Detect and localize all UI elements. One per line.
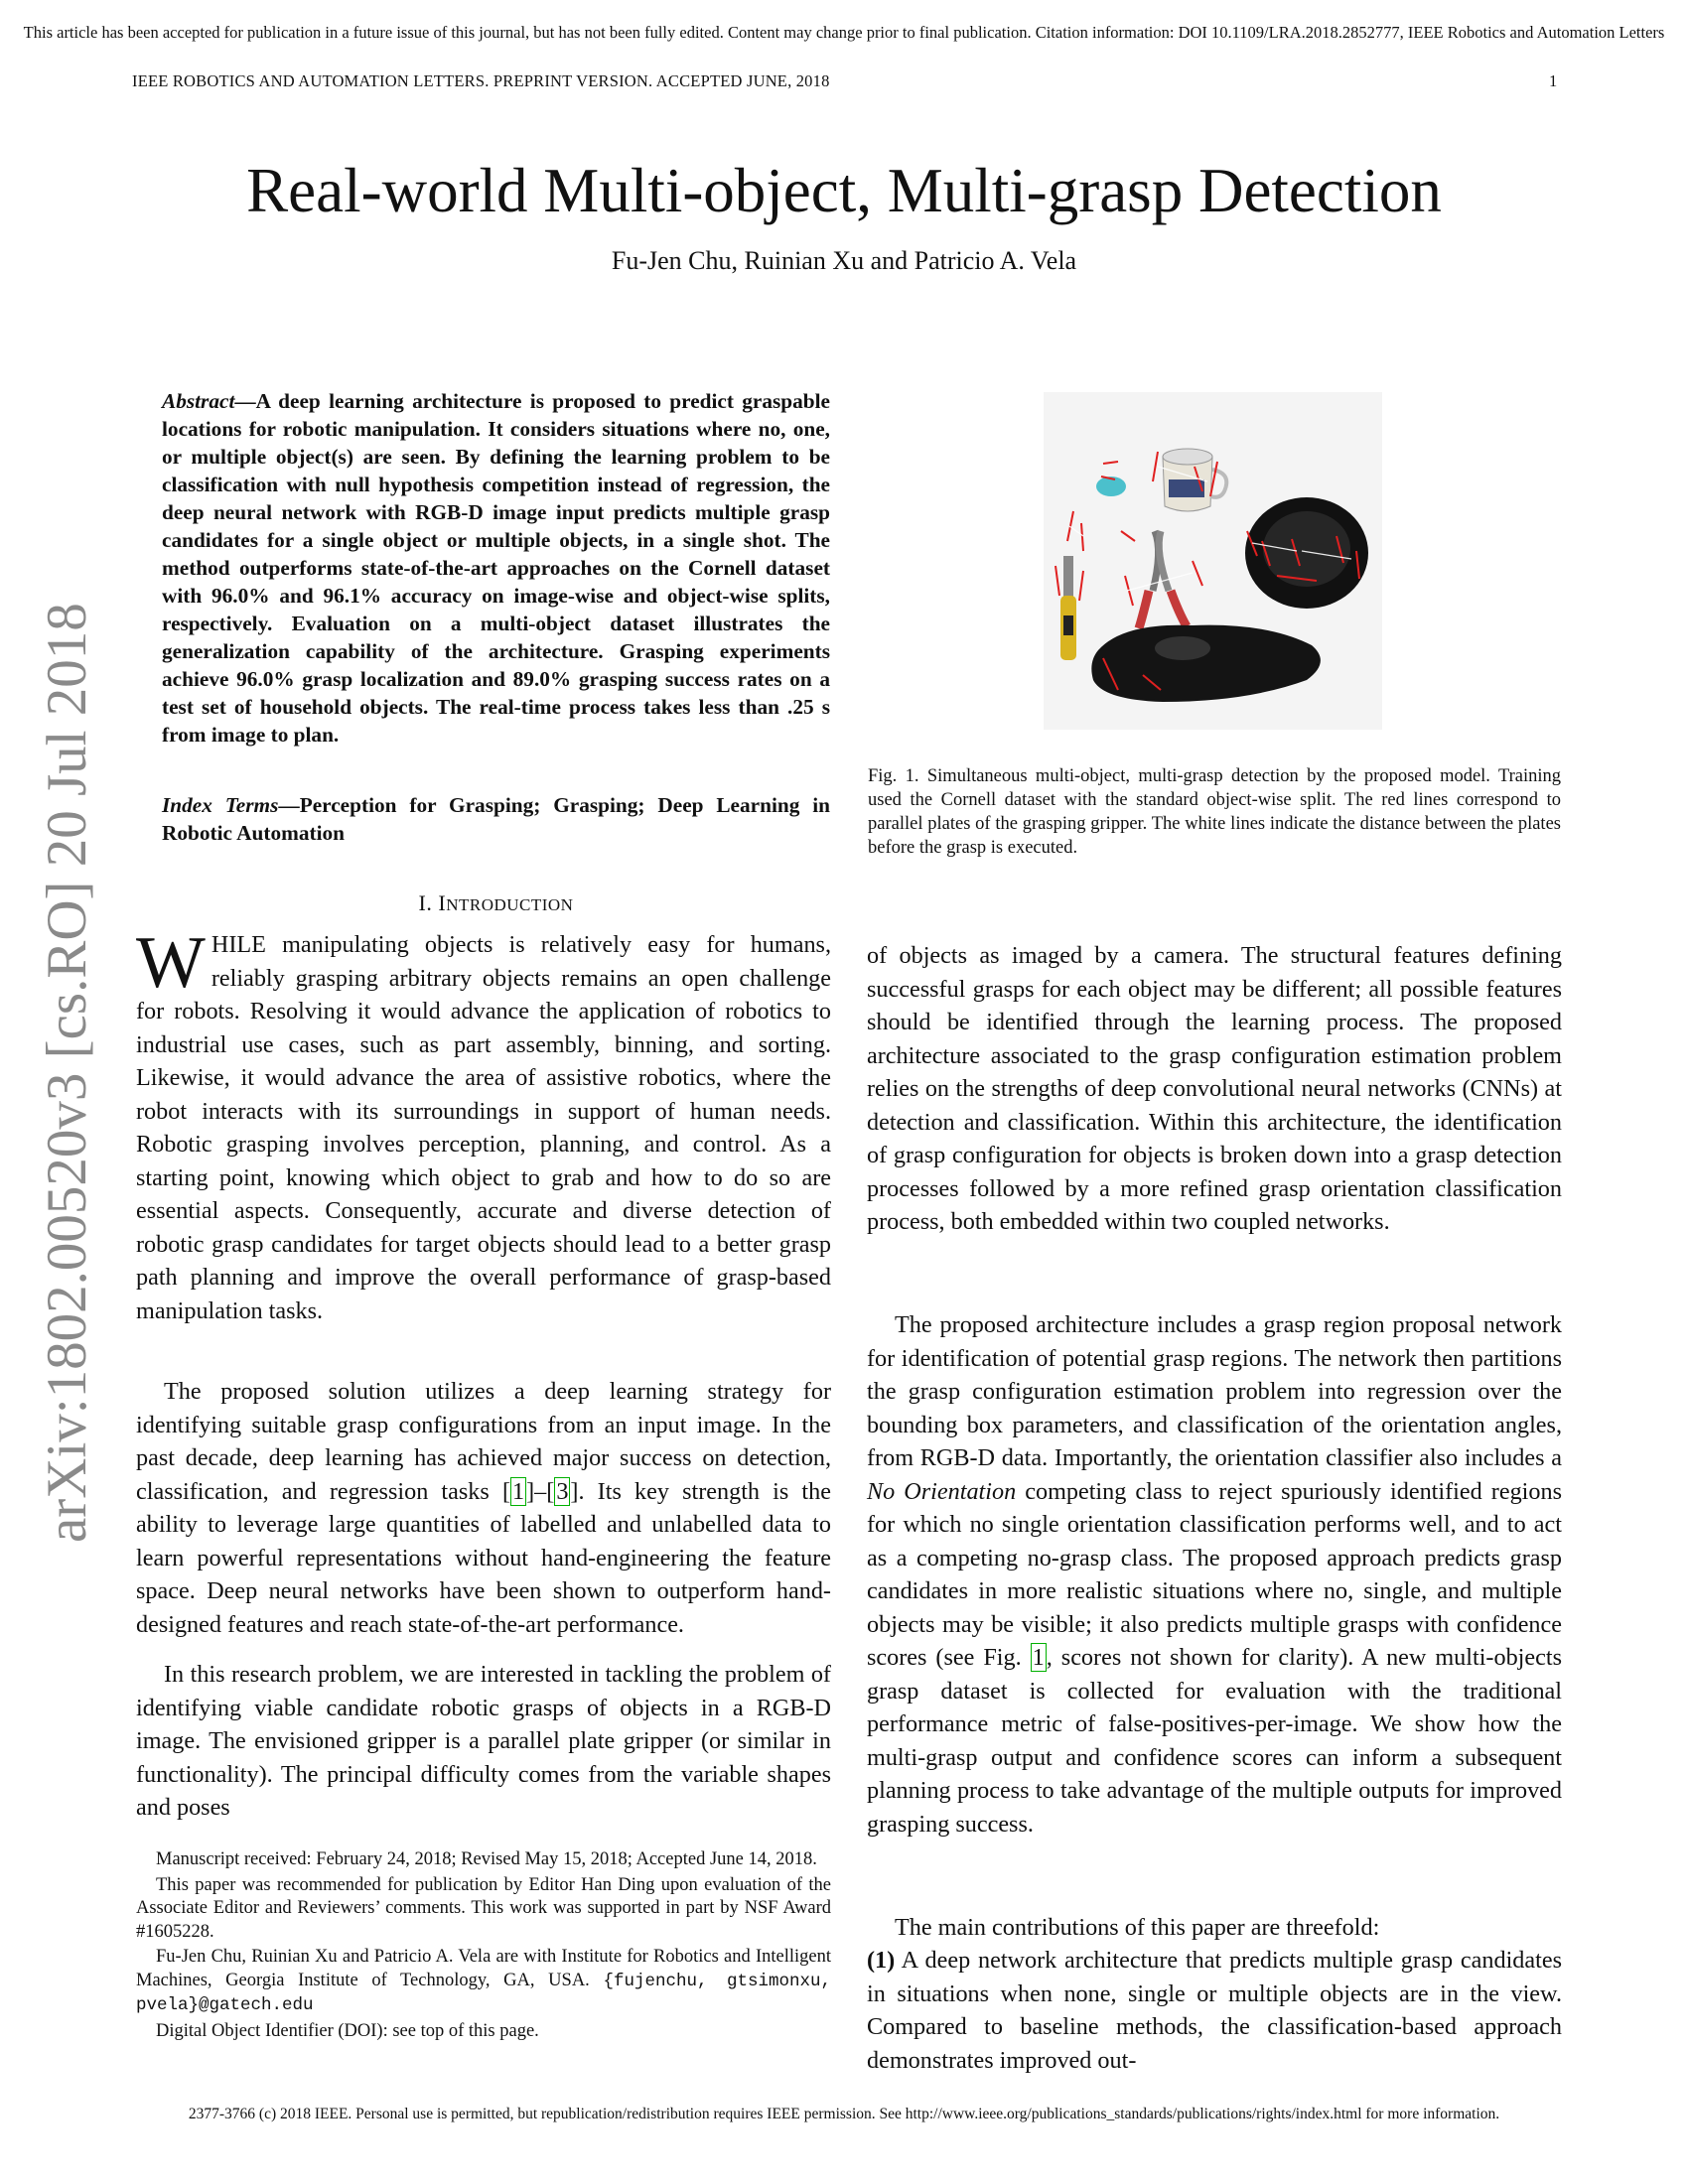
right-paragraph-1: of objects as imaged by a camera. The structural features defining successful grasps for each object may be different; all possible features should be identified through the learning process. The proposed architecture associated to the grasp configuration estimation problem relies on the strengths of deep convolutional neural networks (CNNs) at detection and classification. Within this architecture, the identification of grasp configuration for objects is broken down into a grasp detection processes followed by a more refined grasp orientation classification process, both embedded within two coupled networks.: [867, 942, 1562, 1235]
intro-p3-text: In this research problem, we are interested in tackling the problem of identifying viable candidate robotic grasps of objects in a RGB-D image. The envisioned gripper is a parallel plate gripper (or similar in functionality). The principal difficulty comes from the variable shapes and poses: [136, 1661, 831, 1821]
intro-p2-text-a: The proposed solution utilizes a deep learning strategy for identifying suitable grasp configurations from an input image. In the past decade, deep learning has achieved major success on detection, classification, and regression tasks: [136, 1378, 831, 1505]
running-header: IEEE ROBOTICS AND AUTOMATION LETTERS. PREPRINT VERSION. ACCEPTED JUNE, 2018: [132, 71, 830, 90]
intro-p1-text: HILE manipulating objects is relatively easy for humans, reliably grasping arbitrary objects remains an open challenge for robots. Resolving it would advance the application of robotics to industrial use cases, such as part assembly, binning, and sorting. Likewise, it would advance the area of assistive robotics, where the robot interacts with its surroundings in support of human needs. Robotic grasping involves perception, planning, and control. As a starting point, knowing which object to grab and how to do so are essential aspects. Consequently, accurate and diverse detection of robotic grasp candidates for target objects should lead to a better grasp path planning and improve the overall performance of grasp-based manipulation tasks.: [136, 931, 831, 1324]
intro-p2-text-b: . Its key strength is the ability to leverage large quantities of labelled and unlabelled data to learn powerful representations without hand-engineering the feature space. Deep neural networks have been shown to outperform hand-designed features and reach state-of-the-art performance.: [136, 1477, 831, 1638]
drop-cap: W: [136, 922, 206, 1004]
section-title-initial: I: [438, 890, 447, 915]
footnote-doi: Digital Object Identifier (DOI): see top of this page.: [156, 2020, 539, 2041]
footnote-manuscript: Manuscript received: February 24, 2018; Revised May 15, 2018; Accepted June 14, 2018.: [156, 1849, 817, 1869]
contribution-1: [867, 1944, 1562, 2077]
footnote-affiliation: [136, 1946, 831, 2018]
arxiv-stamp: arXiv:1802.00520v3 [cs.RO] 20 Jul 2018: [36, 603, 98, 1543]
author-emails: {fujenchu, gtsimonxu, pvela}@gatech.edu: [136, 1971, 832, 2015]
contributions-intro: The main contributions of this paper are threefold:: [895, 1914, 1380, 1941]
index-terms-label: Index Terms: [162, 793, 279, 817]
right-p2-text-b: competing class to reject spuriously identified regions for which no single orientation classification performs well, and to act as a competing no-grasp class. The proposed approach predicts grasp candidates in more realistic situations where no, single, and multiple objects may be visible; it also predicts multiple grasps with confidence scores (see Fig.: [867, 1477, 1562, 1671]
citation-link-3[interactable]: 3: [556, 1477, 569, 1505]
footnote-editor: This paper was recommended for publication by Editor Han Ding upon evaluation of the Associate Editor and Reviewers’ comments. This work was supported in part by NSF Award #1605228.: [136, 1874, 831, 1942]
citation-dash: –: [534, 1477, 547, 1505]
paper-authors: Fu-Jen Chu, Ruinian Xu and Patricio A. Vela: [611, 246, 1077, 275]
contribution-1-text: A deep network architecture that predicts multiple grasp candidates in situations when none, single or multiple objects are in the view. Compared to baseline methods, the classification-based approach demonstrates improved out-: [867, 1947, 1562, 2074]
citation-link-1[interactable]: 1: [512, 1477, 525, 1505]
section-heading-introduction: [162, 890, 830, 916]
footnote-affiliation-text: Fu-Jen Chu, Ruinian Xu and Patricio A. Vela are with Institute for Robotics and Intelligent Machines, Georgia Institute of Technology, GA, USA.: [136, 1947, 831, 1990]
abstract-text: —A deep learning architecture is proposed to predict graspable locations for robotic manipulation. It considers situations where no, one, or multiple object(s) are seen. By defining the learning problem to be classification with null hypothesis competition instead of regression, the deep neural network with RGB-D image input predicts multiple grasp candidates for a single object or multiple objects, in a single shot. The method outperforms state-of-the-art approaches on the Cornell dataset with 96.0% and 96.1% accuracy on image-wise and object-wise splits, respectively. Evaluation on a multi-object dataset illustrates the generalization capability of the architecture. Grasping experiments achieve 96.0% grasp localization and 89.0% grasping success rates on a test set of household objects. The real-time process takes less than .25 s from image to plan.: [162, 389, 830, 747]
intro-paragraph-3: [136, 1658, 831, 1825]
figure-grasp-detection-photo: [1044, 392, 1382, 730]
no-orientation-term: No Orientation: [867, 1477, 1017, 1505]
right-p2-text-c: , scores not shown for clarity). A new multi-objects grasp dataset is collected for evaluation with the traditional performance metric of false-positives-per-image. We show how the multi-grasp output and confidence scores can inform a subsequent planning process to take advantage of the multiple outputs for improved grasping success.: [867, 1644, 1562, 1838]
index-terms: [162, 791, 830, 847]
figure-ref-link[interactable]: 1: [1032, 1644, 1045, 1671]
section-numeral: I.: [418, 890, 439, 915]
figure-illustration: [1044, 392, 1382, 730]
index-terms-text: —Perception for Grasping; Grasping; Deep Learning in Robotic Automation: [162, 793, 830, 845]
contribution-1-label: (1): [867, 1947, 896, 1974]
footnotes: [136, 1848, 831, 2045]
section-title-rest: NTRODUCTION: [446, 895, 574, 914]
intro-paragraph-1: [136, 922, 831, 1327]
bowl-object: [1245, 497, 1368, 609]
right-paragraph-3: [867, 1911, 1562, 1945]
page-number: 1: [1549, 71, 1558, 90]
paper-title: Real-world Multi-object, Multi-grasp Detection: [246, 156, 1442, 225]
publication-notice: This article has been accepted for publication in a future issue of this journal, but has not been fully edited. Content may change prior to final publication. Citation information: DOI 10.1109/LRA.2018.2852777, IEEE Robotics and Automation Letters: [23, 23, 1665, 42]
copyright-footer: 2377-3766 (c) 2018 IEEE. Personal use is permitted, but republication/redistribution requires IEEE permission. See http://www.ieee.org/publications_standards/publications/rights/index.html for more information.: [188, 2106, 1500, 2122]
abstract-label: Abstract: [162, 389, 235, 413]
abstract: [162, 387, 830, 749]
right-paragraph-2: [867, 1308, 1562, 1841]
intro-paragraph-2: The proposed solution utilizes a deep learning strategy for identifying suitable grasp configurations from an input image. In the past decade, deep learning has achieved major success on detection, classification, and regression tasks [1]–[3]. Its key strength is the ability to leverage large quantities of labelled and unlabelled data to learn powerful representations without hand-engineering the feature space. Deep neural networks have been shown to outperform hand-designed features and reach state-of-the-art performance.: [136, 1378, 831, 1638]
figure-caption: Fig. 1. Simultaneous multi-object, multi-grasp detection by the proposed model. Training used the Cornell dataset with the standard object-wise split. The red lines correspond to parallel plates of the grasping gripper. The white lines indicate the distance between the plates before the grasp is executed.: [868, 766, 1561, 858]
right-p2-text-a: The proposed architecture includes a grasp region proposal network for identification of potential grasp regions. The network then partitions the grasp configuration estimation problem into regression over the bounding box parameters, and classification of the orientation angles, from RGB-D data. Importantly, the orientation classifier also includes a: [867, 1311, 1562, 1471]
